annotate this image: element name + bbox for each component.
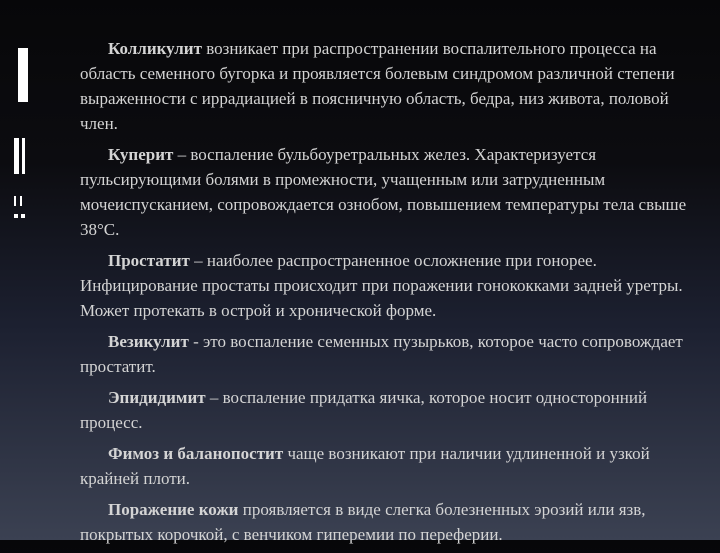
decor-tick-1 [14,196,16,206]
paragraph-epididymitis [80,385,692,435]
slide-decoration [0,0,60,540]
decor-dot-2 [21,214,25,218]
description: - это воспаление семенных пузырьков, которое часто сопровождает простатит. [80,332,683,376]
description: – воспаление бульбоуретральных желез. Характеризуется пульсирующими болями в промежности, учащенным или затрудненным мочеиспусканием, сопровождается ознобом, повышением температуры тела свыше 38°С. [80,145,687,239]
decor-bar-left [14,138,19,174]
decor-tick-2 [20,196,22,206]
description: проявляется в виде слегка болезненных эрозий или язв, покрытых корочкой, с венчиком гиперемии по переферии. [80,500,646,544]
description: чаще возникают при наличии удлиненной и узкой крайней плоти. [80,444,650,488]
paragraph-vesiculitis [80,329,692,379]
paragraph-cowperitis [80,142,692,242]
term: Куперит [108,145,174,164]
description: – наиболее распространенное осложнение при гонорее. Инфицирование простаты происходит при поражении гонококками задней уретры. Может протекать в острой и хронической форме. [80,251,683,320]
paragraph-colliculitis [80,36,692,136]
term: Простатит [108,251,190,270]
paragraph-prostatitis [80,248,692,323]
description: – воспаление придатка яичка, которое носит односторонний процесс. [80,388,648,432]
term: Фимоз и баланопостит [108,444,284,463]
slide-body [80,36,692,553]
term: Колликулит [108,39,202,58]
term: Везикулит [108,332,189,351]
paragraph-phimosis [80,441,692,491]
description: возникает при распространении воспалительного процесса на область семенного бугорка и проявляется болевым синдромом различной степени выраженности с иррадиацией в поясничную область, бедра, низ живота, половой член. [80,39,675,133]
decor-dot-1 [14,214,18,218]
decor-bar-right [22,138,25,174]
term: Эпидидимит [108,388,206,407]
term: Поражение кожи [108,500,239,519]
decor-bar-tall [18,48,28,102]
